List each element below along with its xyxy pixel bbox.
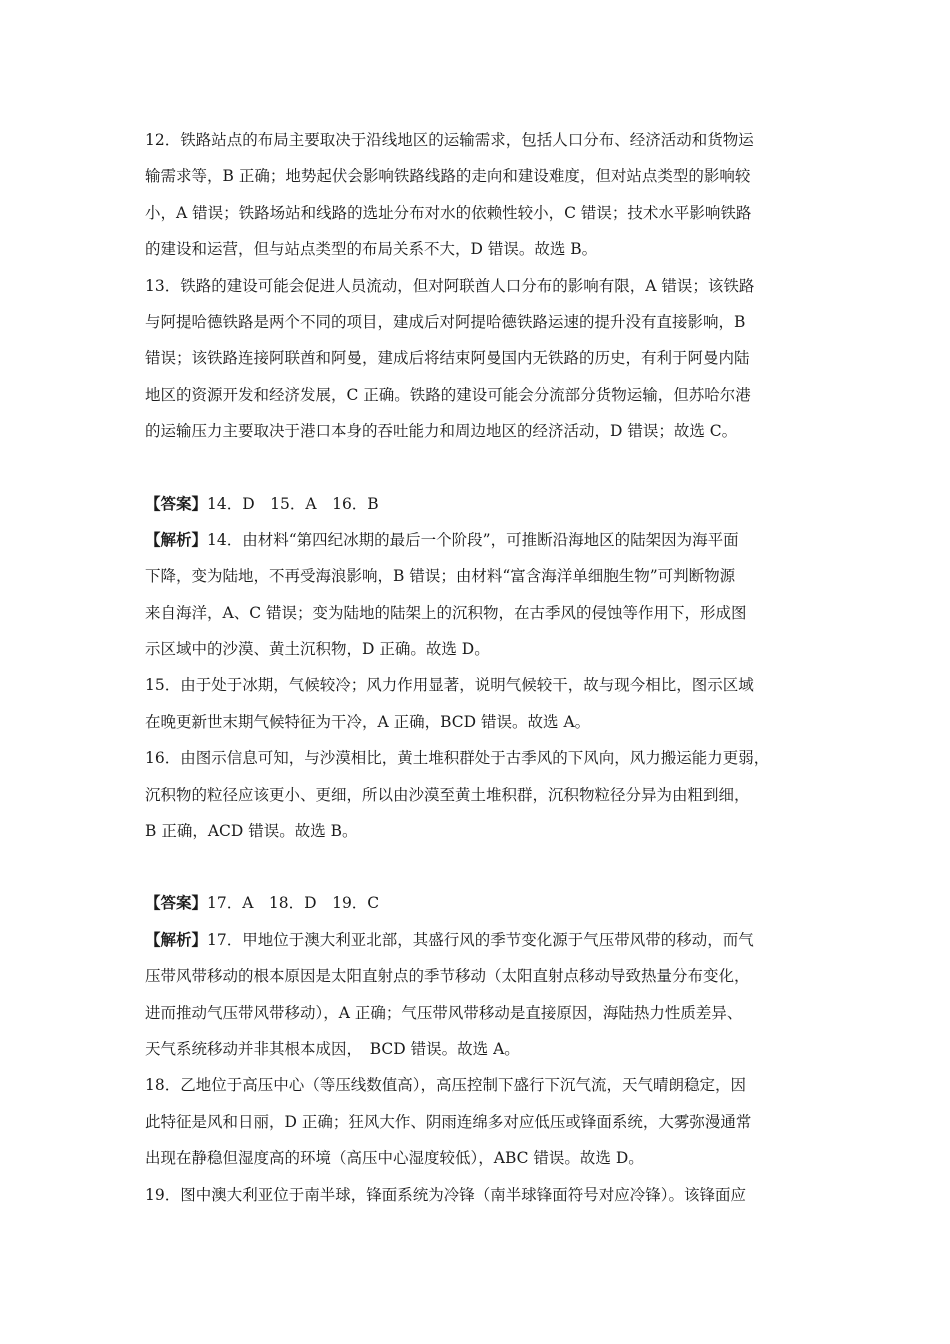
text-line: 与阿提哈德铁路是两个不同的项目，建成后对阿提哈德铁路运速的提升没有直接影响，B xyxy=(145,312,746,331)
explanation-block-12-13 xyxy=(145,122,817,450)
text-line: 天气系统移动并非其根本成因， BCD 错误。故选 A。 xyxy=(145,1039,520,1058)
answer-text: 14．D 15．A 16．B xyxy=(207,494,379,513)
text-line: 13．铁路的建设可能会促进人员流动，但对阿联酋人口分布的影响有限，A 错误；该铁路 xyxy=(145,276,755,295)
text-line: 示区域中的沙漠、黄土沉积物，D 正确。故选 D。 xyxy=(145,640,490,659)
document-page xyxy=(145,122,817,1213)
text-line: 12．铁路站点的布局主要取决于沿线地区的运输需求，包括人口分布、经济活动和货物运 xyxy=(145,131,754,149)
text-line: 错误；该铁路连接阿联酋和阿曼，建成后将结束阿曼国内无铁路的历史，有利于阿曼内陆 xyxy=(145,349,750,368)
text-line: 沉积物的粒径应该更小、更细，所以由沙漠至黄土堆积群，沉积物粒径分异为由粗到细， xyxy=(145,785,750,804)
text-line: 进而推动气压带风带移动），A 正确；气压带风带移动是直接原因，海陆热力性质差异、 xyxy=(145,1003,743,1022)
analysis-line xyxy=(145,522,817,558)
paragraph-gap xyxy=(145,849,817,885)
analysis-tag: 【解析】 xyxy=(145,529,208,549)
text-line: 16．由图示信息可知，与沙漠相比，黄土堆积群处于古季风的下风向，风力搬运能力更弱， xyxy=(145,749,770,768)
answer-block-14-16 xyxy=(145,486,817,850)
analysis-text: 14．由材料“第四纪冰期的最后一个阶段”，可推断沿海地区的陆架因为海平面 xyxy=(207,530,739,549)
analysis-line xyxy=(145,922,817,958)
text-line: B 正确，ACD 错误。故选 B。 xyxy=(145,822,358,841)
text-line: 18．乙地位于高压中心（等压线数值高），高压控制下盛行下沉气流，天气晴朗稳定，因 xyxy=(145,1076,746,1095)
text-line: 下降，变为陆地，不再受海浪影响，B 错误；由材料“富含海洋单细胞生物”可判断物源 xyxy=(145,567,736,586)
text-line: 的建设和运营，但与站点类型的布局关系不大，D 错误。故选 B。 xyxy=(145,240,598,259)
answer-tag: 【答案】 xyxy=(145,493,208,513)
answer-tag: 【答案】 xyxy=(145,893,208,913)
analysis-text: 17．甲地位于澳大利亚北部，其盛行风的季节变化源于气压带风带的移动，而气 xyxy=(207,930,754,949)
answer-text: 17．A 18．D 19．C xyxy=(207,894,380,913)
text-line: 在晚更新世末期气候特征为干冷，A 正确，BCD 错误。故选 A。 xyxy=(145,712,591,731)
text-line: 地区的资源开发和经济发展，C 正确。铁路的建设可能会分流部分货物运输，但苏哈尔港 xyxy=(145,385,751,404)
text-line: 小，A 错误；铁路场站和线路的选址分布对水的依赖性较小，C 错误；技术水平影响铁路 xyxy=(145,203,752,222)
text-line: 的运输压力主要取决于港口本身的吞吐能力和周边地区的经济活动，D 错误；故选 C。 xyxy=(145,422,738,441)
analysis-tag: 【解析】 xyxy=(145,929,208,949)
text-line: 此特征是风和日丽，D 正确；狂风大作、阴雨连绵多对应低压或锋面系统，大雾弥漫通常 xyxy=(145,1112,752,1131)
text-line: 19．图中澳大利亚位于南半球，锋面系统为冷锋（南半球锋面符号对应冷锋）。该锋面应 xyxy=(145,1185,746,1204)
text-line: 输需求等，B 正确；地势起伏会影响铁路线路的走向和建设难度，但对站点类型的影响较 xyxy=(145,167,751,186)
text-line: 压带风带移动的根本原因是太阳直射点的季节移动（太阳直射点移动导致热量分布变化， xyxy=(145,967,750,986)
answer-block-17-19 xyxy=(145,885,817,1213)
text-line: 来自海洋，A、C 错误；变为陆地的陆架上的沉积物，在古季风的侵蚀等作用下，形成图 xyxy=(145,603,747,622)
text-line: 出现在静稳但湿度高的环境（高压中心湿度较低），ABC 错误。故选 D。 xyxy=(145,1149,644,1168)
text-line: 15．由于处于冰期，气候较冷；风力作用显著，说明气候较干，故与现今相比，图示区域 xyxy=(145,676,754,695)
paragraph-gap xyxy=(145,450,817,486)
answer-line xyxy=(145,885,817,921)
answer-line xyxy=(145,486,817,522)
